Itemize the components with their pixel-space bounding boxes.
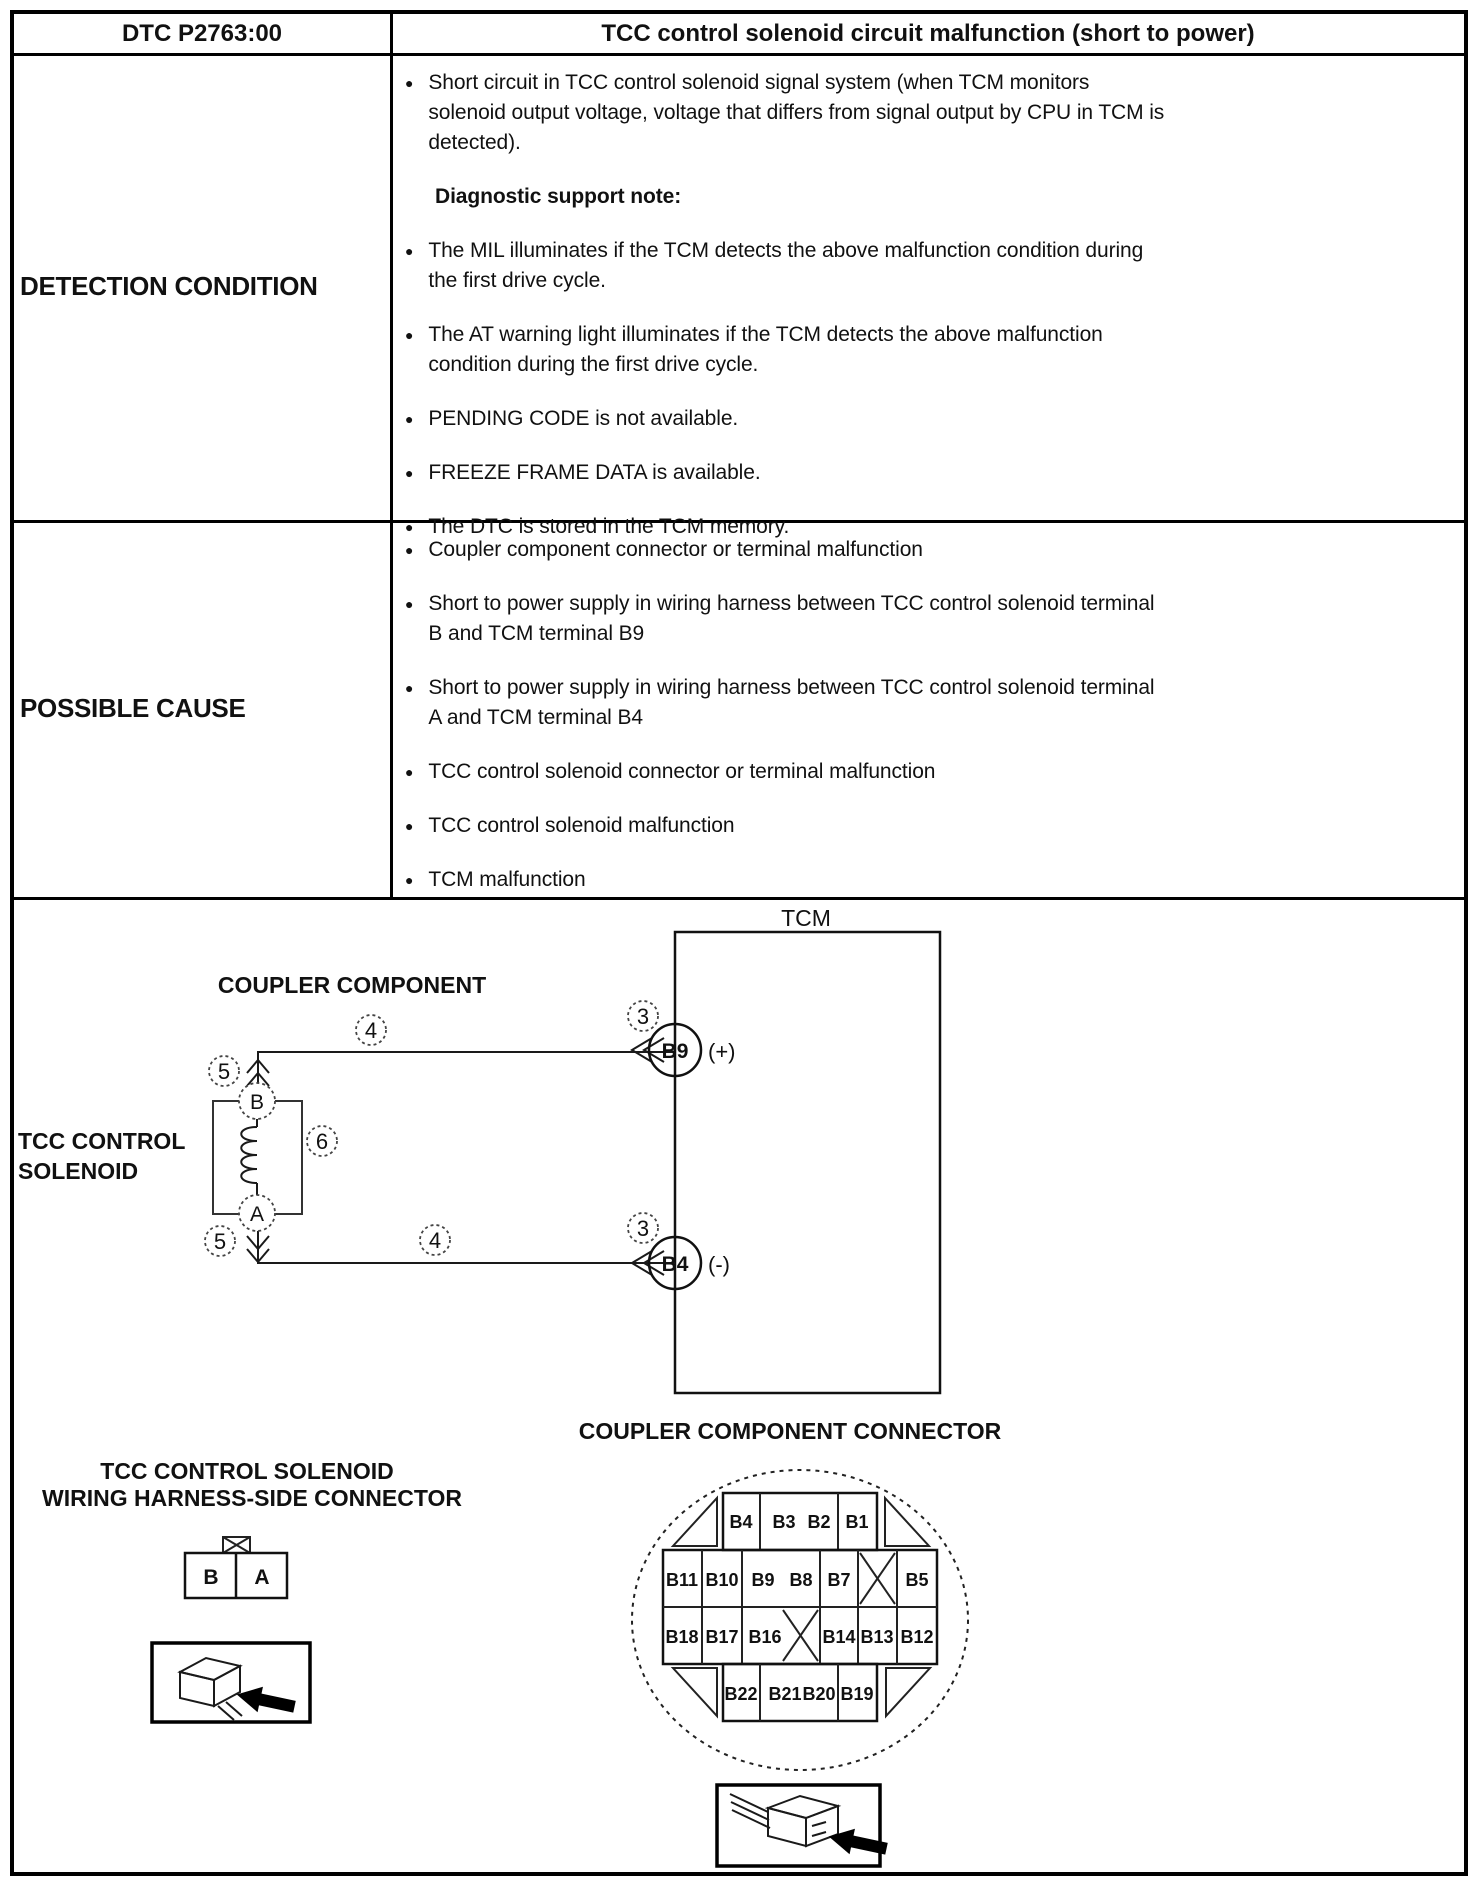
connector-title: COUPLER COMPONENT CONNECTOR xyxy=(578,1418,1002,1444)
list-item: ● TCC control solenoid connector or terminal malfunction xyxy=(405,757,1170,787)
pin-label: B18 xyxy=(665,1627,699,1647)
list-item: ● PENDING CODE is not available. xyxy=(405,404,1170,434)
dtc-title: TCC control solenoid circuit malfunction (short to power) xyxy=(601,19,1255,47)
pin-label: B2 xyxy=(807,1512,831,1532)
svg-text:4: 4 xyxy=(428,1228,442,1253)
pin-label: B14 xyxy=(822,1627,856,1647)
pin-label: B16 xyxy=(748,1627,782,1647)
connector-grid xyxy=(663,1493,937,1721)
list-item: ● The MIL illuminates if the TCM detects the above malfunction condition during the first drive cycle. xyxy=(405,236,1170,296)
note-heading: Diagnostic support note: xyxy=(435,185,682,208)
blocked-pin-x xyxy=(860,1553,895,1604)
harness-pin-a: A xyxy=(254,1566,270,1589)
pin-label: B17 xyxy=(705,1627,739,1647)
list-item: ● TCC control solenoid malfunction xyxy=(405,811,1170,841)
pin-label: B20 xyxy=(802,1684,836,1704)
tcm-box xyxy=(675,932,940,1393)
pin-label: B3 xyxy=(772,1512,796,1532)
solenoid-label-line2: SOLENOID xyxy=(18,1158,139,1184)
corner-wedge xyxy=(886,1668,930,1716)
pin-label: B12 xyxy=(900,1627,934,1647)
svg-text:3: 3 xyxy=(636,1216,650,1241)
harness-pin-b: B xyxy=(203,1566,219,1589)
list-item: ● FREEZE FRAME DATA is available. xyxy=(405,458,1170,488)
svg-text:B: B xyxy=(249,1091,265,1114)
terminal-b xyxy=(239,1083,275,1119)
pin-label: B22 xyxy=(724,1684,758,1704)
list-item: ● The DTC is stored in the TCM memory. xyxy=(405,512,1170,542)
pin-label: B13 xyxy=(860,1627,894,1647)
connector-circle xyxy=(632,1470,968,1770)
pin-label: B19 xyxy=(840,1684,874,1704)
dtc-title-cell xyxy=(392,14,1464,53)
detection-list xyxy=(405,236,1205,542)
list-item: ● TCM malfunction xyxy=(405,865,1170,895)
dtc-code-cell xyxy=(14,14,390,53)
blocked-pin-x xyxy=(783,1610,818,1661)
solenoid-coil-icon xyxy=(241,1119,257,1196)
callout-3-bottom xyxy=(628,1213,658,1243)
svg-text:3: 3 xyxy=(636,1004,650,1029)
callout-5-top xyxy=(209,1056,239,1086)
terminal-a xyxy=(239,1195,275,1231)
harness-label-line2: WIRING HARNESS-SIDE CONNECTOR xyxy=(42,1485,462,1511)
corner-wedge xyxy=(673,1668,717,1716)
svg-text:6: 6 xyxy=(315,1129,329,1154)
b4-polarity: (-) xyxy=(708,1252,730,1277)
pin-label: B5 xyxy=(905,1570,929,1590)
callout-3-top xyxy=(628,1001,658,1031)
b9-polarity: (+) xyxy=(708,1039,736,1064)
solenoid-connector-illustration xyxy=(152,1643,310,1722)
svg-text:4: 4 xyxy=(364,1018,378,1043)
column-divider xyxy=(390,14,393,897)
svg-text:B9: B9 xyxy=(661,1040,689,1063)
svg-text:5: 5 xyxy=(217,1059,231,1084)
pin-label: B8 xyxy=(789,1570,813,1590)
female-connector-symbol xyxy=(223,1537,250,1553)
list-item: ● Short to power supply in wiring harness between TCC control solenoid terminal A and TCM terminal B4 xyxy=(405,673,1170,733)
svg-text:B4: B4 xyxy=(661,1253,689,1276)
terminal-b4 xyxy=(649,1237,730,1289)
svg-text:A: A xyxy=(249,1203,265,1226)
list-item: ● Short to power supply in wiring harness between TCC control solenoid terminal B and TCM terminal B9 xyxy=(405,589,1170,649)
pin-label: B10 xyxy=(705,1570,739,1590)
pin-label: B9 xyxy=(751,1570,775,1590)
callout-5-bottom xyxy=(205,1226,235,1256)
list-item: ● The AT warning light illuminates if the TCM detects the above malfunction condition during the first drive cycle. xyxy=(405,320,1170,380)
list-item: ● Short circuit in TCC control solenoid signal system (when TCM monitors solenoid output voltage, voltage that differs from signal output by CPU in TCM is detected). xyxy=(405,68,1170,158)
harness-pin-box xyxy=(185,1553,287,1598)
pin-label: B1 xyxy=(845,1512,869,1532)
pin-label: B7 xyxy=(827,1570,851,1590)
detection-list-top xyxy=(405,68,1205,158)
harness-label-line1: TCC CONTROL SOLENOID xyxy=(100,1458,394,1484)
wire-top xyxy=(247,1038,675,1086)
callout-4-bottom xyxy=(420,1225,450,1255)
detection-condition-label: DETECTION CONDITION xyxy=(20,271,318,301)
solenoid-label-line1: TCC CONTROL xyxy=(18,1128,186,1154)
coupler-component-label: COUPLER COMPONENT xyxy=(217,972,487,998)
detection-condition-content xyxy=(405,53,1205,538)
possible-cause-label: POSSIBLE CAUSE xyxy=(20,693,246,723)
possible-cause-list xyxy=(405,535,1205,895)
pin-label: B4 xyxy=(729,1512,753,1532)
tcm-label: TCM xyxy=(781,905,831,931)
terminal-b9 xyxy=(649,1024,736,1076)
pin-label: B11 xyxy=(665,1570,699,1590)
list-item: ● Coupler component connector or terminal malfunction xyxy=(405,535,1170,565)
wiring-diagram xyxy=(0,897,1478,1876)
dtc-code: DTC P2763:00 xyxy=(121,19,283,47)
wire-bottom xyxy=(247,1228,675,1275)
pin-label: B21 xyxy=(768,1684,802,1704)
svg-text:5: 5 xyxy=(213,1229,227,1254)
callout-6 xyxy=(307,1126,337,1156)
corner-wedge xyxy=(673,1498,717,1546)
callout-4-top xyxy=(356,1015,386,1045)
possible-cause-content xyxy=(405,520,1205,897)
coupler-connector-illustration xyxy=(717,1785,889,1866)
